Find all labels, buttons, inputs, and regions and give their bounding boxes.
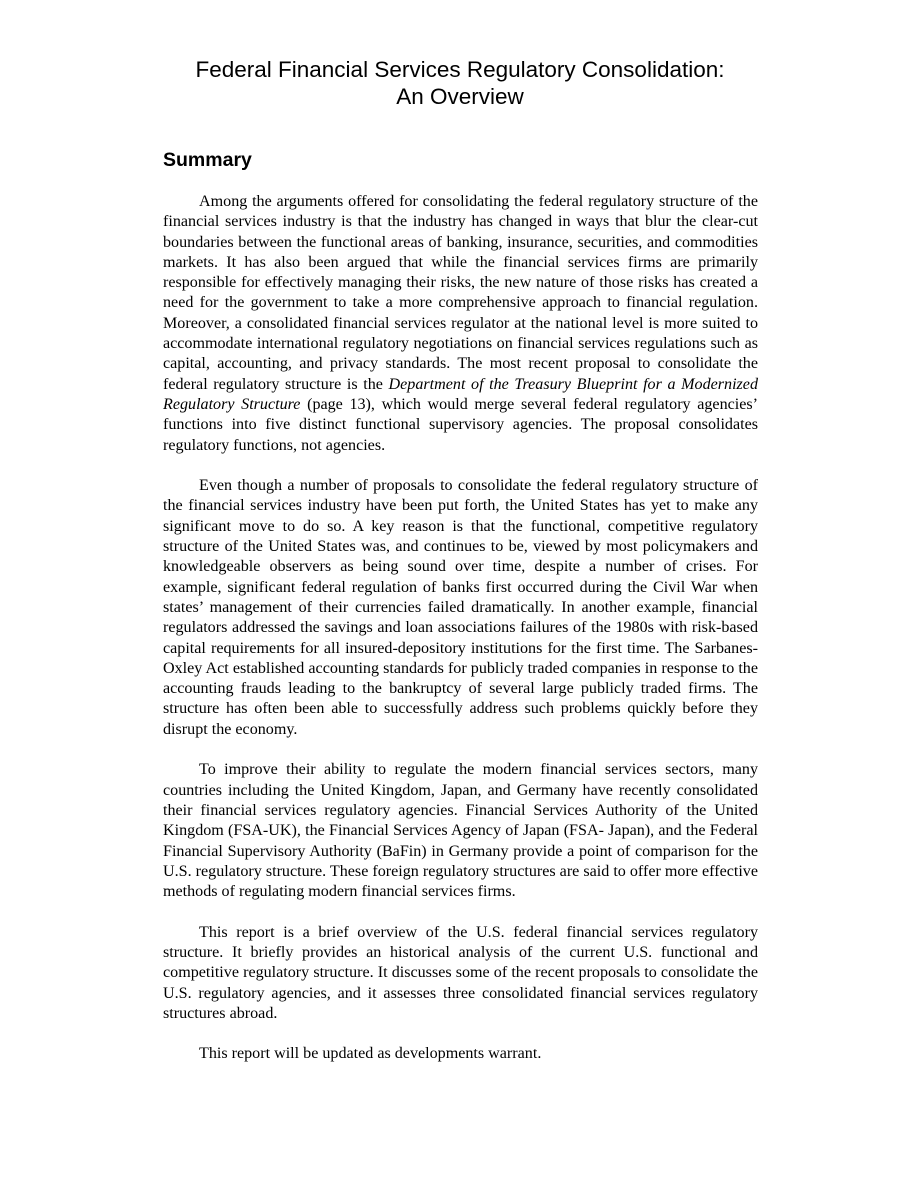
document-title bbox=[100, 56, 820, 110]
blueprint-title: Department of the Treasury Blueprint for a Modernized Regulatory Structure bbox=[163, 375, 758, 413]
title-line-2: An Overview bbox=[396, 84, 524, 109]
title-line-1: Federal Financial Services Regulatory Consolidation: bbox=[195, 57, 725, 82]
paragraph-2: Even though a number of proposals to consolidate the federal regulatory structure of the financial services industry have been put forth, the United States has yet to make any significant move to do so. A key reason is that the functional, competitive regulatory structure of the United States was, and continues to be, viewed by most policymakers and knowledgeable observers as being sound over time, despite a number of crises. For example, significant federal regulation of banks first occurred during the Civil War when states’ management of their currencies failed dramatically. In another example, financial regulators addressed the savings and loan associations failures of the 1980s with risk-based capital requirements for all insured-depository institutions for the first time. The Sarbanes-Oxley Act established accounting standards for publicly traded companies in response to the accounting frauds leading to the bankruptcy of several large publicly traded firms. The structure has often been able to successfully address such problems quickly before they disrupt the economy. bbox=[163, 477, 758, 738]
summary-heading: Summary bbox=[163, 149, 252, 171]
paragraph-4: This report is a brief overview of the U.S. federal financial services regulatory structure. It briefly provides an historical analysis of the current U.S. functional and competitive regulatory structure. It discusses some of the recent proposals to consolidate the U.S. regulatory agencies, and it assesses three consolidated financial services regulatory structures abroad. bbox=[163, 923, 758, 1022]
summary-body bbox=[163, 192, 758, 1085]
paragraph-3: To improve their ability to regulate the modern financial services sectors, many countries including the United Kingdom, Japan, and Germany have recently consolidated their financial services regulatory agencies. Financial Services Authority of the United Kingdom (FSA-UK), the Financial Services Agency of Japan (FSA- Japan), and the Federal Financial Supervisory Authority (BaFin) in Germany provide a point of comparison for the U.S. regulatory structure. These foreign regulatory structures are said to offer more effective methods of regulating modern financial services firms. bbox=[163, 761, 758, 901]
paragraph-1-start: Among the arguments offered for consolidating the federal regulatory structure of the financial services industry is that the industry has changed in ways that blur the clear-cut boundaries between the functional areas of banking, insurance, securities, and commodities markets. It has also been argued that while the financial services firms are primarily responsible for effectively managing their risks, the new nature of those risks has created a need for the government to take a more comprehensive approach to financial regulation. Moreover, a consolidated financial services regulator at the national level is more suited to accommodate international regulatory negotiations on financial services regulations such as capital, accounting, and privacy standards. The most recent proposal to consolidate the federal regulatory structure is the bbox=[163, 193, 758, 393]
paragraph-1-end: (page 13), which would merge several federal regulatory agencies’ functions into five distinct functional supervisory agencies. The proposal consolidates regulatory functions, not agencies. bbox=[163, 395, 758, 454]
paragraph-1 bbox=[163, 192, 758, 456]
paragraph-5: This report will be updated as developments warrant. bbox=[199, 1045, 542, 1063]
